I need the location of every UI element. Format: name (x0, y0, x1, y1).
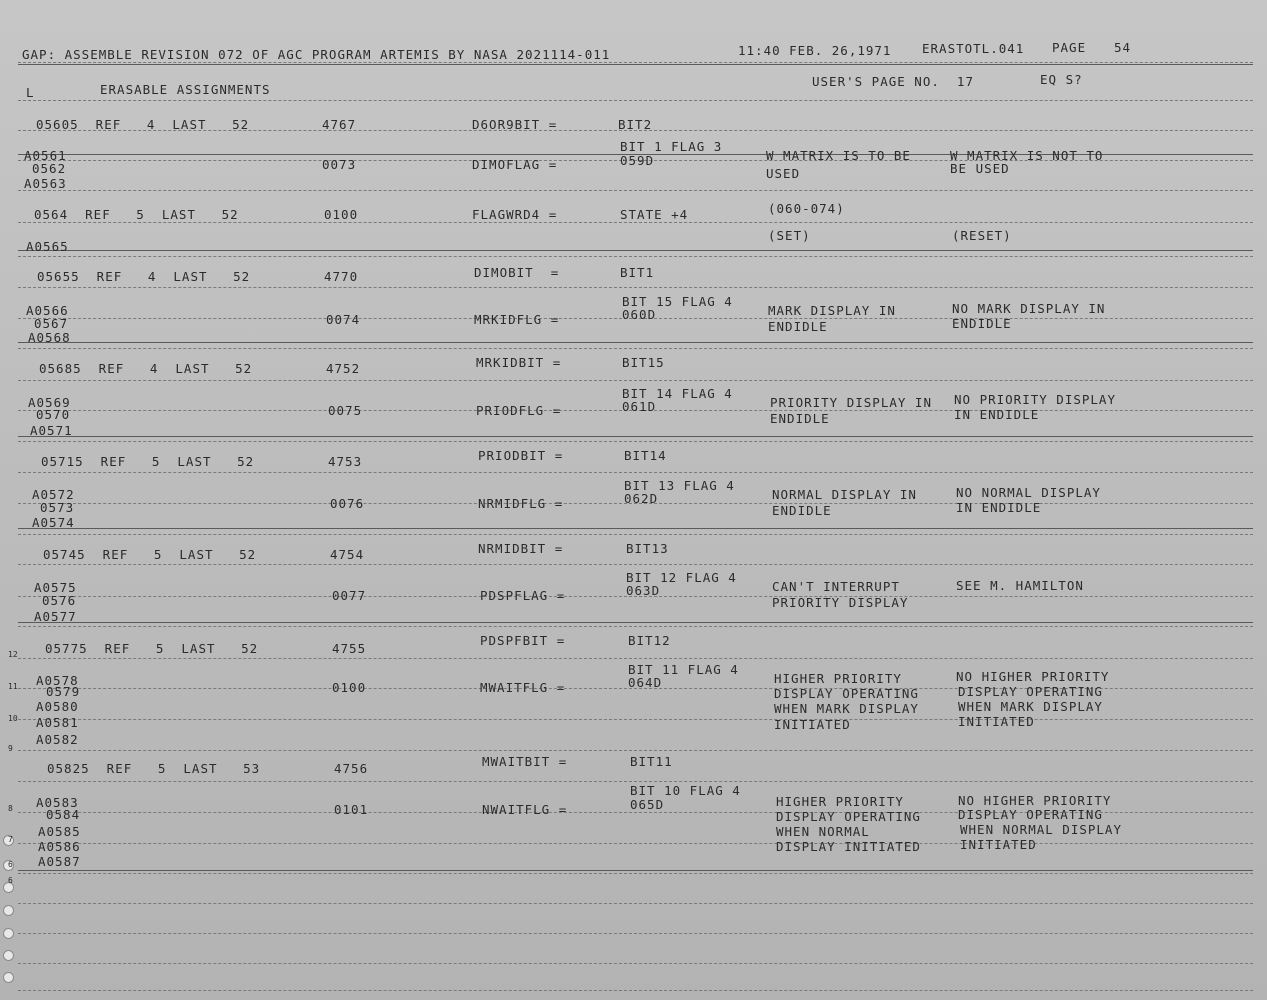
listing-text: W MATRIX IS TO BE (766, 148, 911, 163)
listing-text: 05775 REF 5 LAST 52 (45, 641, 259, 656)
ruled-line (18, 658, 1253, 659)
listing-text: 4754 (330, 547, 365, 562)
margin-mark: 6 (8, 876, 13, 885)
ruled-line (18, 441, 1253, 442)
ruled-line (18, 348, 1253, 349)
listing-text: BIT2 (618, 117, 653, 132)
listing-text: 0584 (46, 807, 81, 822)
listing-text: (RESET) (952, 228, 1012, 243)
listing-text: DISPLAY INITIATED (776, 839, 921, 854)
listing-text: 05655 REF 4 LAST 52 (37, 269, 251, 284)
margin-mark: 7 (8, 835, 13, 844)
listing-text: PDSPFLAG = (480, 588, 566, 603)
binder-hole (3, 905, 14, 916)
listing-text: WHEN NORMAL DISPLAY (960, 822, 1122, 837)
listing-text: HIGHER PRIORITY (774, 671, 902, 686)
listing-text: BIT13 (626, 541, 669, 556)
listing-text: 05605 REF 4 LAST 52 (36, 117, 250, 132)
listing-text: A0581 (36, 715, 79, 730)
listing-text: A0580 (36, 699, 79, 714)
ruled-line (18, 222, 1253, 223)
header-page-label: PAGE (1052, 40, 1087, 55)
listing-text: 060D (622, 307, 657, 322)
separator-line (18, 436, 1253, 437)
listing-text: A0586 (38, 839, 81, 854)
listing-text: A0578 (36, 673, 79, 688)
listing-text: 064D (628, 675, 663, 690)
listing-text: INITIATED (960, 837, 1037, 852)
listing-text: DISPLAY OPERATING (776, 809, 921, 824)
listing-text: MRKIDFLG = (474, 312, 560, 327)
listing-text: 065D (630, 797, 665, 812)
listing-text: 0567 (34, 316, 69, 331)
listing-text: 0075 (328, 403, 363, 418)
listing-text: BIT 13 FLAG 4 (624, 478, 735, 493)
ruled-line (18, 873, 1253, 874)
listing-text: BIT 10 FLAG 4 (630, 783, 741, 798)
listing-text: NRMIDFLG = (478, 496, 564, 511)
listing-text: NO HIGHER PRIORITY (958, 793, 1112, 808)
listing-text: WHEN NORMAL (776, 824, 870, 839)
listing-text: 4756 (334, 761, 369, 776)
listing-text: 0100 (324, 207, 359, 222)
listing-text: 05745 REF 5 LAST 52 (43, 547, 257, 562)
separator-line (18, 622, 1253, 623)
listing-text: NORMAL DISPLAY IN (772, 487, 917, 502)
listing-text: A0572 (32, 487, 75, 502)
ruled-line (18, 750, 1253, 751)
listing-text: A0571 (30, 423, 73, 438)
ruled-line (18, 190, 1253, 191)
listing-text: DIMOBIT = (474, 265, 560, 280)
header-page-number: 54 (1114, 40, 1132, 55)
listing-text: A0575 (34, 580, 77, 595)
listing-text: ENDIDLE (772, 503, 832, 518)
margin-mark: 6 (8, 860, 13, 869)
listing-flag: L (26, 85, 35, 100)
listing-text: CAN'T INTERRUPT (772, 579, 900, 594)
ruled-line (18, 564, 1253, 565)
listing-text: IN ENDIDLE (954, 407, 1040, 422)
listing-text: 05685 REF 4 LAST 52 (39, 361, 253, 376)
ruled-line (18, 933, 1253, 934)
listing-text: DISPLAY OPERATING (958, 807, 1103, 822)
listing-text: DISPLAY OPERATING (774, 686, 919, 701)
ruled-line (18, 287, 1253, 288)
listing-text: NRMIDBIT = (478, 541, 564, 556)
listing-text: 0564 REF 5 LAST 52 (34, 207, 239, 222)
margin-mark: 8 (8, 804, 13, 813)
listing-text: PRIORITY DISPLAY (772, 595, 909, 610)
ruled-line (18, 472, 1253, 473)
separator-line (18, 64, 1253, 65)
listing-text: 061D (622, 399, 657, 414)
listing-text: 4770 (324, 269, 359, 284)
listing-text: A0587 (38, 854, 81, 869)
ruled-line (18, 843, 1253, 844)
listing-text: 4767 (322, 117, 357, 132)
listing-text: BIT 11 FLAG 4 (628, 662, 739, 677)
listing-text: 05825 REF 5 LAST 53 (47, 761, 261, 776)
listing-text: A0563 (24, 176, 67, 191)
listing-text: A0574 (32, 515, 75, 530)
users-page-number: USER'S PAGE NO. 17 (812, 74, 974, 89)
listing-text: ENDIDLE (768, 319, 828, 334)
listing-text: ENDIDLE (770, 411, 830, 426)
header-title: GAP: ASSEMBLE REVISION 072 OF AGC PROGRAM ARTEMIS BY NASA 2021114-011 (22, 47, 611, 62)
listing-text: PRIORITY DISPLAY IN (770, 395, 932, 410)
listing-text: NWAITFLG = (482, 802, 568, 817)
section-title: ERASABLE ASSIGNMENTS (100, 82, 271, 97)
listing-text: 0100 (332, 680, 367, 695)
listing-text: BIT12 (628, 633, 671, 648)
ruled-line (18, 781, 1253, 782)
ruled-line (18, 534, 1253, 535)
listing-text: BIT 1 FLAG 3 (620, 139, 723, 154)
listing-text: PRIODBIT = (478, 448, 564, 463)
listing-text: WHEN MARK DISPLAY (774, 701, 919, 716)
listing-text: PRIODFLG = (476, 403, 562, 418)
listing-text: HIGHER PRIORITY (776, 794, 904, 809)
margin-mark: 9 (8, 744, 13, 753)
binder-hole (3, 928, 14, 939)
listing-text: BIT 12 FLAG 4 (626, 570, 737, 585)
listing-text: W MATRIX IS NOT TO (950, 148, 1104, 163)
header-file: ERASTOTL.041 (922, 41, 1025, 56)
listing-text: 4752 (326, 361, 361, 376)
listing-text: MWAITFLG = (480, 680, 566, 695)
listing-text: 05715 REF 5 LAST 52 (41, 454, 255, 469)
separator-line (18, 250, 1253, 251)
listing-text: MRKIDBIT = (476, 355, 562, 370)
ruled-line (18, 256, 1253, 257)
listing-text: 0077 (332, 588, 367, 603)
listing-text: USED (766, 166, 801, 181)
listing-text: A0566 (26, 303, 69, 318)
listing-text: MARK DISPLAY IN (768, 303, 896, 318)
listing-text: ENDIDLE (952, 316, 1012, 331)
listing-text: BIT14 (624, 448, 667, 463)
listing-text: BIT 14 FLAG 4 (622, 386, 733, 401)
listing-text: FLAGWRD4 = (472, 207, 558, 222)
listing-text: (060-074) (768, 201, 845, 216)
listing-text: (SET) (768, 228, 811, 243)
listing-text: 0573 (40, 500, 75, 515)
listing-text: STATE +4 (620, 207, 689, 222)
ruled-line (18, 990, 1253, 991)
ruled-line (18, 100, 1253, 101)
listing-text: DISPLAY OPERATING (958, 684, 1103, 699)
listing-text: A0582 (36, 732, 79, 747)
ruled-line (18, 903, 1253, 904)
listing-text: 4755 (332, 641, 367, 656)
listing-text: MWAITBIT = (482, 754, 568, 769)
listing-text: PDSPFBIT = (480, 633, 566, 648)
listing-text: DIMOFLAG = (472, 157, 558, 172)
listing-text: BIT1 (620, 265, 655, 280)
margin-mark: 10 (8, 714, 18, 723)
separator-line (18, 870, 1253, 871)
listing-text: IN ENDIDLE (956, 500, 1042, 515)
listing-text: SEE M. HAMILTON (956, 578, 1084, 593)
eq-label: EQ S? (1040, 72, 1083, 87)
listing-text: 0562 (32, 161, 67, 176)
listing-text: NO HIGHER PRIORITY (956, 669, 1110, 684)
listing-text: D6OR9BIT = (472, 117, 558, 132)
listing-text: 062D (624, 491, 659, 506)
listing-text: BIT11 (630, 754, 673, 769)
ruled-line (18, 380, 1253, 381)
ruled-line (18, 626, 1253, 627)
listing-text: 0101 (334, 802, 369, 817)
listing-text: INITIATED (958, 714, 1035, 729)
margin-mark: 11 (8, 682, 18, 691)
separator-line (18, 528, 1253, 529)
listing-text: INITIATED (774, 717, 851, 732)
ruled-line (18, 62, 1253, 63)
binder-hole (3, 950, 14, 961)
listing-text: 0073 (322, 157, 357, 172)
ruled-line (18, 719, 1253, 720)
binder-hole (3, 972, 14, 983)
listing-text: 0076 (330, 496, 365, 511)
listing-text: BIT15 (622, 355, 665, 370)
listing-text: WHEN MARK DISPLAY (958, 699, 1103, 714)
listing-text: BE USED (950, 161, 1010, 176)
listing-text: A0565 (26, 239, 69, 254)
header-timestamp: 11:40 FEB. 26,1971 (738, 43, 892, 58)
listing-text: 0570 (36, 407, 71, 422)
listing-text: 0074 (326, 312, 361, 327)
ruled-line (18, 963, 1253, 964)
listing-text: NO MARK DISPLAY IN (952, 301, 1106, 316)
listing-text: A0585 (38, 824, 81, 839)
listing-text: A0569 (28, 395, 71, 410)
listing-text: NO NORMAL DISPLAY (956, 485, 1101, 500)
listing-text: 059D (620, 153, 655, 168)
listing-text: A0583 (36, 795, 79, 810)
listing-text: 0576 (42, 593, 77, 608)
margin-mark: 12 (8, 650, 18, 659)
separator-line (18, 342, 1253, 343)
listing-text: A0577 (34, 609, 77, 624)
listing-text: NO PRIORITY DISPLAY (954, 392, 1116, 407)
listing-text: 0579 (46, 684, 81, 699)
listing-text: BIT 15 FLAG 4 (622, 294, 733, 309)
listing-text: A0561 (24, 148, 67, 163)
listing-text: 063D (626, 583, 661, 598)
listing-text: 4753 (328, 454, 363, 469)
listing-text: A0568 (28, 330, 71, 345)
